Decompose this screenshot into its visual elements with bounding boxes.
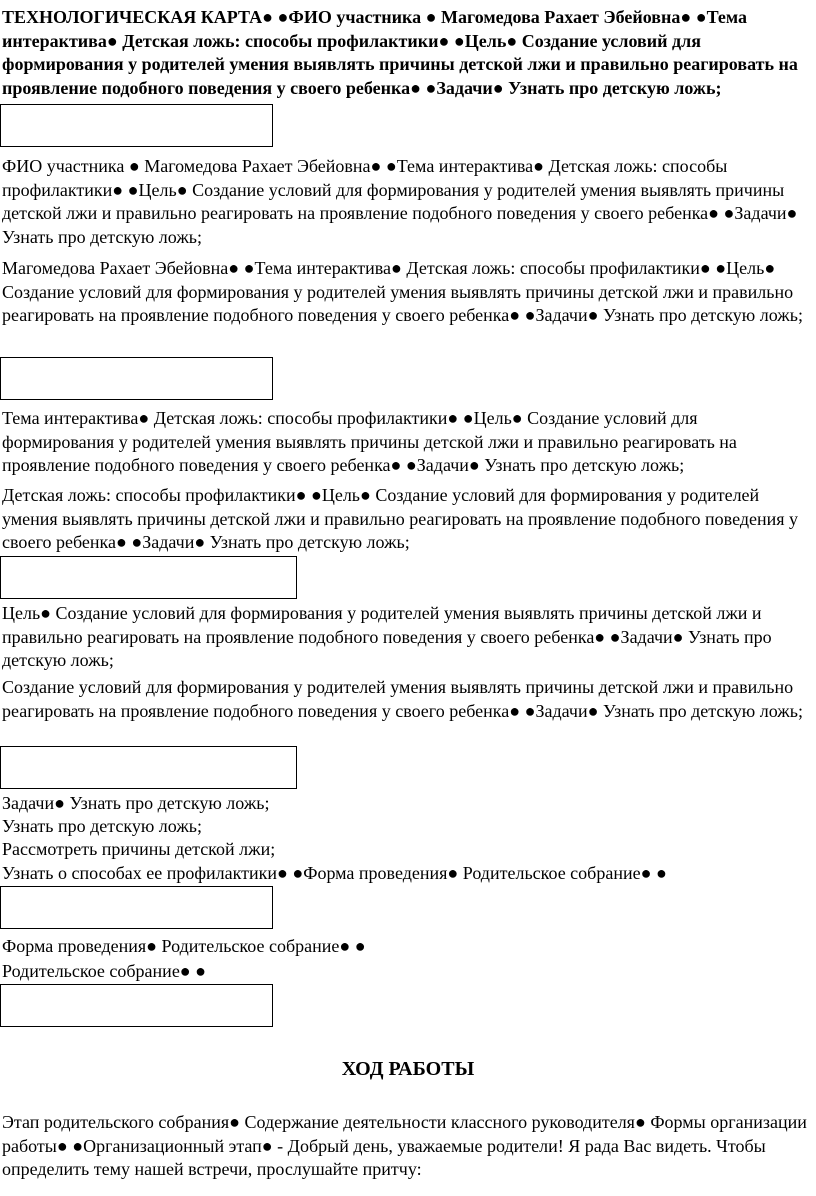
empty-field-box-3[interactable] — [0, 556, 297, 599]
text-block-5: Детская ложь: способы профилактики● ●Цель● Создание условий для формирования у родителей умения выявлять причины детской лжи и правильно реагировать на проявление подобного поведения у своего ребенка● ●Задачи● Узнать про детскую ложь; — [2, 485, 799, 552]
text-block-12: Форма проведения● Родительское собрание● ● — [2, 936, 366, 956]
final-text-block: Этап родительского собрания● Содержание деятельности классного руководителя● Формы организации работы● ●Организационный этап● - Добрый день, уважаемые родители! Я рада Вас видеть. Чтобы определить тему нашей встречи, прослушайте притчу: — [2, 1112, 807, 1179]
text-block-1: ТЕХНОЛОГИЧЕСКАЯ КАРТА● ●ФИО участника ● Магомедова Рахает Эбейовна● ●Тема интерактива● Детская ложь: способы профилактики● ●Цель● Создание условий для формирования у родителей умения выявлять причины детской лжи и правильно реагировать на проявление подобного поведения у своего ребенка● ●Задачи● Узнать про детскую ложь; — [2, 7, 798, 98]
empty-field-box-1[interactable] — [0, 104, 273, 147]
text-block-11: Узнать о способах ее профилактики● ●Форма проведения● Родительское собрание● ● — [2, 863, 667, 883]
text-block-3: Магомедова Рахает Эбейовна● ●Тема интерактива● Детская ложь: способы профилактики● ●Цель● Создание условий для формирования у родителей умения выявлять причины детской лжи и правильно реагировать на проявление подобного поведения у своего ребенка● ●Задачи● Узнать про детскую ложь; — [2, 258, 803, 325]
text-block-2: ФИО участника ● Магомедова Рахает Эбейовна● ●Тема интерактива● Детская ложь: способы профилактики● ●Цель● Создание условий для формирования у родителей умения выявлять причины детской лжи и правильно реагировать на проявление подобного поведения у своего ребенка● ●Задачи● Узнать про детскую ложь; — [2, 156, 798, 247]
text-block-9: Узнать про детскую ложь; — [2, 816, 202, 836]
empty-field-box-5[interactable] — [0, 886, 273, 929]
text-block-8: Задачи● Узнать про детскую ложь; — [2, 793, 270, 813]
empty-field-box-6[interactable] — [0, 984, 273, 1027]
text-block-10: Рассмотреть причины детской лжи; — [2, 839, 276, 859]
empty-field-box-2[interactable] — [0, 357, 273, 400]
text-block-7: Создание условий для формирования у родителей умения выявлять причины детской лжи и правильно реагировать на проявление подобного поведения у своего ребенка● ●Задачи● Узнать про детскую ложь; — [2, 677, 803, 721]
section-heading: ХОД РАБОТЫ — [341, 1058, 475, 1080]
text-block-4: Тема интерактива● Детская ложь: способы профилактики● ●Цель● Создание условий для формирования у родителей умения выявлять причины детской лжи и правильно реагировать на проявление подобного поведения у своего ребенка● ●Задачи● Узнать про детскую ложь; — [2, 408, 737, 475]
text-block-6: Цель● Создание условий для формирования у родителей умения выявлять причины детской лжи и правильно реагировать на проявление подобного поведения у своего ребенка● ●Задачи● Узнать про детскую ложь; — [2, 603, 772, 670]
empty-field-box-4[interactable] — [0, 746, 297, 789]
text-block-13: Родительское собрание● ● — [2, 961, 207, 981]
